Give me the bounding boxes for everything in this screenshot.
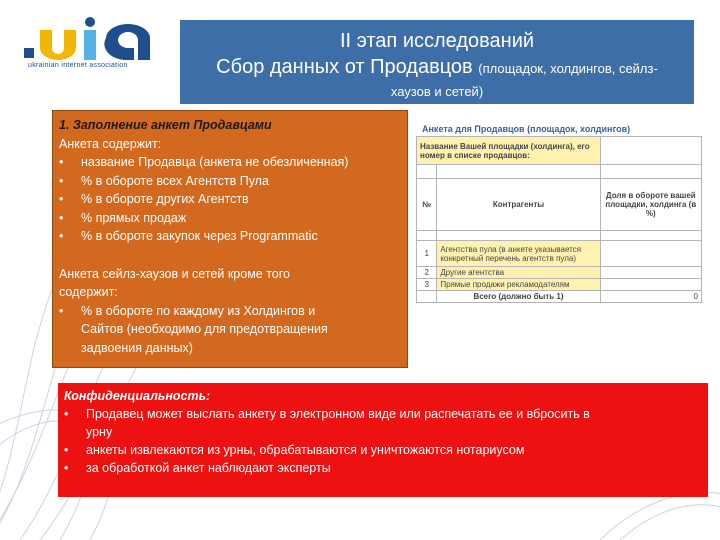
logo-tagline: ukrainian internet association	[28, 62, 128, 69]
name-label-cell: Название Вашей площадки (холдинга), его номер в списке продавцов:	[417, 137, 601, 165]
confidentiality-heading: Конфиденциальность:	[64, 389, 211, 403]
uia-logo-mark	[18, 16, 168, 64]
bullet-item: • % в обороте закупок через Programmatic	[59, 229, 318, 243]
name-input-cell[interactable]	[600, 137, 701, 165]
bullet-item: • % в обороте других Агентств	[59, 192, 249, 206]
sales-house-note-line-1: Анкета сейлз-хаузов и сетей кроме того	[59, 266, 290, 281]
table-row: 3 Прямые продажи рекламодателям	[417, 279, 702, 291]
bullet-item: • анкеты извлекаются из урны, обрабатываются и уничтожаются нотариусом	[64, 443, 525, 457]
confidentiality-box	[58, 383, 708, 497]
bullet-item: • Продавец может выслать анкету в электронном виде или распечатать ее и вбросить в	[64, 407, 590, 421]
table-total-row: Всего (должно быть 1) 0	[417, 291, 702, 303]
questionnaire-table	[416, 122, 702, 303]
questionnaire-heading: 1. Заполнение анкет Продавцами	[59, 118, 272, 132]
bullet-item: • за обработкой анкет наблюдают эксперты	[64, 461, 331, 475]
table-row: 2 Другие агентства	[417, 267, 702, 279]
bullet-item-continued: задвоения данных)	[81, 340, 193, 355]
table-row: 1 Агентства пула (в анкете указывается конкретный перечень агентств пула)	[417, 241, 702, 267]
bullet-item: • название Продавца (анкета не обезличенная)	[59, 155, 349, 169]
header-contractors: Контрагенты	[437, 179, 600, 231]
bullet-item: • % в обороте всех Агентств Пула	[59, 173, 269, 188]
questionnaire-box	[52, 110, 408, 368]
title-line-1: II этап исследований	[339, 30, 535, 52]
bullet-item-continued: урну	[86, 425, 113, 439]
questionnaire-intro: Анкета содержит:	[59, 136, 162, 151]
slide-title	[180, 20, 694, 104]
share-input-cell[interactable]	[600, 241, 701, 267]
bullet-item-continued: Сайтов (необходимо для предотвращения	[81, 322, 328, 336]
title-small: (площадок, холдингов, сейлз-	[478, 61, 658, 76]
title-line-3: хаузов и сетей)	[390, 84, 484, 99]
title-main: Сбор данных от Продавцов	[216, 56, 473, 78]
sales-house-note-line-2: содержит:	[59, 285, 118, 299]
header-num: №	[417, 179, 437, 231]
title-line-2	[180, 54, 694, 82]
bullet-item: • % прямых продаж	[59, 210, 187, 225]
header-share: Доля в обороте вашей площадки, холдинга (в %)	[600, 179, 701, 231]
share-input-cell[interactable]	[600, 267, 701, 279]
share-input-cell[interactable]	[600, 279, 701, 291]
table-title: Анкета для Продавцов (площадок, холдингов)	[422, 124, 631, 134]
bullet-item: • % в обороте по каждому из Холдингов и	[59, 303, 316, 318]
